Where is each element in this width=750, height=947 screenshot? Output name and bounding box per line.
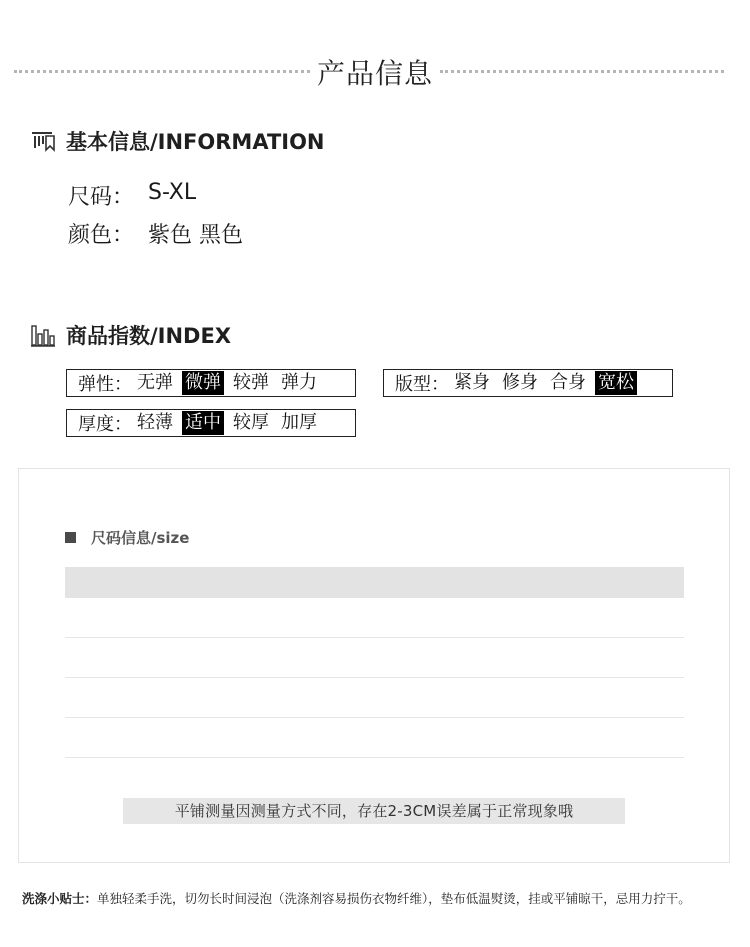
title-divider-right xyxy=(440,70,724,73)
thickness-index xyxy=(66,409,356,437)
size-info-panel xyxy=(18,468,730,863)
size-table-row xyxy=(65,598,684,638)
thickness-label: 厚度： xyxy=(78,414,132,435)
size-value: S-XL xyxy=(148,180,197,205)
page-title-bar xyxy=(0,48,750,92)
index-title: 商品指数/INDEX xyxy=(66,324,232,348)
basic-info-title: 基本信息/INFORMATION xyxy=(66,130,325,154)
fit-label: 版型： xyxy=(395,374,449,395)
size-info-header xyxy=(65,527,189,548)
color-label: 颜色： xyxy=(68,223,135,248)
elasticity-option: 无弹 xyxy=(137,372,173,393)
page-title: 产品信息 xyxy=(316,57,433,90)
elasticity-label: 弹性： xyxy=(78,374,132,395)
fit-index xyxy=(383,369,673,397)
index-header xyxy=(30,319,231,351)
fit-option: 修身 xyxy=(502,372,538,393)
color-info-row xyxy=(68,218,243,249)
thickness-option-selected: 适中 xyxy=(182,411,224,435)
title-divider-left xyxy=(14,70,310,73)
basic-info-header xyxy=(30,125,325,157)
size-info-title: 尺码信息/size xyxy=(91,529,190,547)
thickness-option: 较厚 xyxy=(233,412,269,433)
elasticity-option: 弹力 xyxy=(281,372,317,393)
size-table-row xyxy=(65,678,684,718)
bar-chart-icon xyxy=(30,322,56,348)
thickness-option: 加厚 xyxy=(281,412,317,433)
elasticity-option-selected: 微弹 xyxy=(182,371,224,395)
square-bullet-icon xyxy=(65,532,76,543)
size-label: 尺码： xyxy=(68,185,135,210)
size-table-row xyxy=(65,718,684,758)
tag-list-icon xyxy=(30,128,56,154)
washing-tips-label: 洗涤小贴士： xyxy=(22,891,98,906)
size-table-row xyxy=(65,638,684,678)
elasticity-option: 较弹 xyxy=(233,372,269,393)
size-info-row xyxy=(68,180,196,211)
thickness-option: 轻薄 xyxy=(137,412,173,433)
measurement-note: 平铺测量因测量方式不同，存在2-3CM误差属于正常现象哦 xyxy=(123,798,625,824)
size-table xyxy=(65,567,684,758)
washing-tips xyxy=(22,889,732,907)
elasticity-index xyxy=(66,369,356,397)
fit-option-selected: 宽松 xyxy=(595,371,637,395)
fit-option: 紧身 xyxy=(454,372,490,393)
washing-tips-text: 单独轻柔手洗，切勿长时间浸泡（洗涤剂容易损伤衣物纤维），垫布低温熨烫，挂或平铺晾干，忌用力拧干。 xyxy=(97,891,691,906)
color-value: 紫色 黑色 xyxy=(148,223,243,248)
fit-option: 合身 xyxy=(550,372,586,393)
size-table-header-row xyxy=(65,567,684,598)
